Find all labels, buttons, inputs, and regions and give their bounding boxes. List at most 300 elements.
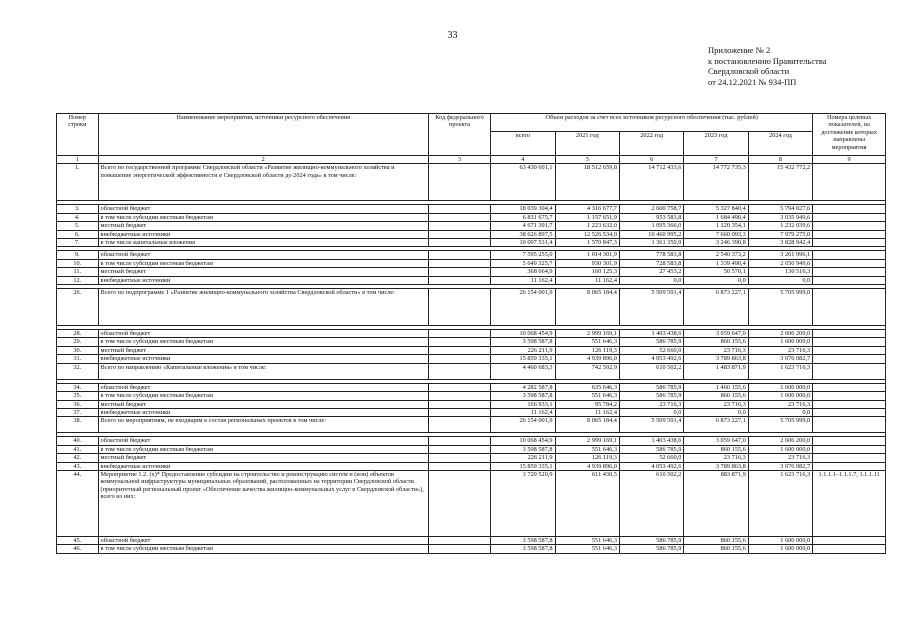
row-2021: 930 301,9	[555, 259, 619, 267]
row-name: местный бюджет	[98, 268, 428, 276]
table-row	[57, 338, 886, 346]
row-2022: 586 785,9	[619, 445, 683, 453]
row-2023: 6 873 227,1	[684, 289, 748, 326]
row-targets	[813, 338, 886, 346]
row-code	[428, 392, 490, 400]
row-targets	[813, 230, 886, 238]
row-2023: 23 716,3	[684, 346, 748, 354]
row-2024: 1 600 000,0	[748, 383, 812, 391]
row-targets	[813, 251, 886, 259]
row-name: в том числе субсидии местным бюджетам	[98, 445, 428, 453]
row-targets	[813, 545, 886, 553]
row-number: 31.	[57, 355, 99, 363]
row-number: 35.	[57, 392, 99, 400]
row-total: 3 598 587,8	[491, 445, 555, 453]
row-targets	[813, 383, 886, 391]
column-number: 5	[555, 156, 619, 164]
row-name: местный бюджет	[98, 346, 428, 354]
column-number: 3	[428, 156, 490, 164]
table-row	[57, 346, 886, 354]
row-targets	[813, 213, 886, 221]
row-2021: 4 316 677,7	[555, 205, 619, 213]
table-row	[57, 408, 886, 416]
table-row	[57, 383, 886, 391]
row-2022: 27 453,2	[619, 268, 683, 276]
row-2023: 1 339 490,4	[684, 259, 748, 267]
row-2024: 2 650 949,6	[748, 259, 812, 267]
column-number: 9	[813, 156, 886, 164]
row-2021: 611 430,5	[555, 470, 619, 536]
table-row	[57, 445, 886, 453]
row-2022: 10 460 995,2	[619, 230, 683, 238]
row-name: в том числе капитальные вложения	[98, 239, 428, 247]
row-total: 10 068 454,9	[491, 330, 555, 338]
row-code	[428, 276, 490, 284]
row-2023: 5 327 840,4	[684, 205, 748, 213]
budget-table	[56, 113, 886, 554]
row-2024: 3 035 949,6	[748, 213, 812, 221]
row-number: 7.	[57, 239, 99, 247]
row-2022: 1 403 438,6	[619, 330, 683, 338]
row-2022: 0,0	[619, 408, 683, 416]
row-2023: 1 483 871,9	[684, 363, 748, 379]
row-2023: 50 570,1	[684, 268, 748, 276]
table-row	[57, 251, 886, 259]
appendix-block	[708, 45, 826, 87]
row-code	[428, 251, 490, 259]
row-2021: 2 999 169,1	[555, 330, 619, 338]
row-total: 4 282 587,8	[491, 383, 555, 391]
row-total: 7 595 255,0	[491, 251, 555, 259]
row-2022: 610 502,2	[619, 470, 683, 536]
row-2021: 4 939 896,0	[555, 355, 619, 363]
row-code	[428, 230, 490, 238]
row-number: 30.	[57, 346, 99, 354]
row-2022: 1 361 350,9	[619, 239, 683, 247]
row-total: 26 154 001,9	[491, 289, 555, 326]
row-2021: 160 125,3	[555, 268, 619, 276]
row-2023: 23 716,3	[684, 400, 748, 408]
row-targets	[813, 222, 886, 230]
row-2023: 23 716,3	[684, 454, 748, 462]
row-name: областной бюджет	[98, 205, 428, 213]
row-2024: 23 716,3	[748, 346, 812, 354]
table-row	[57, 536, 886, 544]
row-total: 6 831 675,7	[491, 213, 555, 221]
row-targets: 1.1.1.1–1.1.1.7, 1.1.1.11	[813, 470, 886, 536]
table-row	[57, 545, 886, 553]
row-name: внебюджетные источники	[98, 408, 428, 416]
appendix-line: Свердловской области	[708, 66, 790, 76]
row-number: 44.	[57, 470, 99, 536]
row-2021: 551 646,3	[555, 392, 619, 400]
row-2023: 1 684 490,4	[684, 213, 748, 221]
row-2022: 52 660,0	[619, 454, 683, 462]
row-2024: 1 600 000,0	[748, 338, 812, 346]
row-2021: 551 646,3	[555, 545, 619, 553]
row-name: Всего по мероприятиям, не входящим в состав региональных проектов в том числе:	[98, 417, 428, 433]
row-2021: 1 223 632,0	[555, 222, 619, 230]
row-2021: 2 999 169,1	[555, 437, 619, 445]
row-targets	[813, 392, 886, 400]
row-2022: 5 509 591,4	[619, 289, 683, 326]
row-targets	[813, 417, 886, 433]
row-name: Всего по государственной программе Свердловской области «Развитие жилищно-коммунального хозяйства и повышение энергетической эффективности в Свердловской области до 2024 года» в том числе:	[98, 164, 428, 201]
table-row	[57, 400, 886, 408]
row-targets	[813, 400, 886, 408]
table-row	[57, 276, 886, 284]
row-total: 4 671 391,7	[491, 222, 555, 230]
column-number-row	[57, 156, 886, 164]
row-name: областной бюджет	[98, 437, 428, 445]
row-2024: 23 716,3	[748, 400, 812, 408]
row-name: в том числе субсидии местным бюджетам	[98, 545, 428, 553]
row-total: 226 211,9	[491, 454, 555, 462]
row-targets	[813, 536, 886, 544]
row-code	[428, 400, 490, 408]
row-number: 42.	[57, 454, 99, 462]
row-2024: 5 705 999,0	[748, 289, 812, 326]
row-name: Всего по направлению «Капитальные вложения» в том числе:	[98, 363, 428, 379]
table-row	[57, 230, 886, 238]
row-name: областной бюджет	[98, 536, 428, 544]
row-total: 11 162,4	[491, 276, 555, 284]
table-row	[57, 289, 886, 326]
row-2023: 7 660 093,3	[684, 230, 748, 238]
row-code	[428, 355, 490, 363]
row-code	[428, 454, 490, 462]
row-number: 43.	[57, 462, 99, 470]
row-total: 226 211,9	[491, 346, 555, 354]
row-2021: 18 512 659,8	[555, 164, 619, 201]
column-number: 7	[684, 156, 748, 164]
row-name: внебюджетные источники	[98, 355, 428, 363]
row-targets	[813, 239, 886, 247]
row-number: 37.	[57, 408, 99, 416]
row-number: 11.	[57, 268, 99, 276]
row-2024: 1 600 000,0	[748, 392, 812, 400]
row-number: 34.	[57, 383, 99, 391]
header-2021: 2021 год	[555, 132, 619, 156]
row-total: 10 007 531,4	[491, 239, 555, 247]
row-2022: 610 502,2	[619, 363, 683, 379]
row-2023: 14 772 735,3	[684, 164, 748, 201]
appendix-line: к постановлению Правительства	[708, 55, 827, 66]
row-targets	[813, 454, 886, 462]
row-targets	[813, 164, 886, 201]
row-2023: 6 873 227,1	[684, 417, 748, 433]
row-2024: 0,0	[748, 408, 812, 416]
row-2021: 1 014 301,9	[555, 251, 619, 259]
row-2023: 0,0	[684, 276, 748, 284]
row-2023: 3 059 647,0	[684, 330, 748, 338]
row-name: местный бюджет	[98, 222, 428, 230]
row-total: 11 162,4	[491, 408, 555, 416]
row-targets	[813, 355, 886, 363]
row-total: 18 039 304,4	[491, 205, 555, 213]
row-total: 15 859 335,1	[491, 355, 555, 363]
row-2021: 551 646,3	[555, 445, 619, 453]
row-name: областной бюджет	[98, 251, 428, 259]
row-total: 3 598 587,8	[491, 392, 555, 400]
row-2024: 7 979 275,0	[748, 230, 812, 238]
column-number: 8	[748, 156, 812, 164]
column-number: 6	[619, 156, 683, 164]
row-2024: 1 623 716,3	[748, 363, 812, 379]
row-2024: 1 600 000,0	[748, 445, 812, 453]
row-total: 166 933,1	[491, 400, 555, 408]
row-total: 3 598 587,8	[491, 338, 555, 346]
row-name: внебюджетные источники	[98, 462, 428, 470]
header-2024: 2024 год	[748, 132, 812, 156]
table-row	[57, 462, 886, 470]
row-code	[428, 164, 490, 201]
row-2022: 1 403 438,6	[619, 437, 683, 445]
row-2024: 23 716,3	[748, 454, 812, 462]
row-2024: 0,0	[748, 276, 812, 284]
row-name: в том числе субсидии местным бюджетам	[98, 259, 428, 267]
table-row	[57, 330, 886, 338]
row-2024: 5 794 027,6	[748, 205, 812, 213]
row-2024: 3 261 996,1	[748, 251, 812, 259]
header-2022: 2022 год	[619, 132, 683, 156]
table-row	[57, 213, 886, 221]
row-code	[428, 205, 490, 213]
table-row	[57, 417, 886, 433]
row-number: 36.	[57, 400, 99, 408]
row-2021: 126 119,3	[555, 346, 619, 354]
row-name: областной бюджет	[98, 383, 428, 391]
row-code	[428, 383, 490, 391]
row-2022: 953 583,8	[619, 213, 683, 221]
row-2021: 1 157 651,9	[555, 213, 619, 221]
row-targets	[813, 289, 886, 326]
row-2023: 860 155,6	[684, 392, 748, 400]
row-number: 9.	[57, 251, 99, 259]
row-name: внебюджетные источники	[98, 276, 428, 284]
row-2021: 95 784,2	[555, 400, 619, 408]
row-2021: 1 570 847,3	[555, 239, 619, 247]
row-2023: 3 246 390,8	[684, 239, 748, 247]
row-name: областной бюджет	[98, 330, 428, 338]
row-total: 5 649 325,7	[491, 259, 555, 267]
row-2022: 0,0	[619, 276, 683, 284]
row-2024: 15 432 772,2	[748, 164, 812, 201]
table-row	[57, 437, 886, 445]
row-2022: 586 785,9	[619, 545, 683, 553]
row-2024: 130 516,3	[748, 268, 812, 276]
table-row	[57, 392, 886, 400]
appendix-line: Приложение № 2	[708, 45, 771, 55]
row-targets	[813, 462, 886, 470]
column-number: 1	[57, 156, 99, 164]
row-code	[428, 259, 490, 267]
column-number: 2	[98, 156, 428, 164]
row-name: в том числе субсидии местным бюджетам	[98, 213, 428, 221]
row-code	[428, 338, 490, 346]
row-code	[428, 268, 490, 276]
row-2023: 3 059 647,0	[684, 437, 748, 445]
row-name: Всего по подпрограмме 1 «Развитие жилищно-коммунального хозяйства Свердловской области» в том числе:	[98, 289, 428, 326]
row-code	[428, 470, 490, 536]
row-2021: 11 162,4	[555, 276, 619, 284]
row-code	[428, 222, 490, 230]
row-total: 26 154 001,9	[491, 417, 555, 433]
row-code	[428, 545, 490, 553]
row-number: 46.	[57, 545, 99, 553]
row-targets	[813, 330, 886, 338]
row-2024: 1 623 716,3	[748, 470, 812, 536]
row-2023: 860 155,6	[684, 536, 748, 544]
header-code: Код федерального проекта	[428, 114, 490, 156]
table-row	[57, 355, 886, 363]
header-total: всего	[491, 132, 555, 156]
row-targets	[813, 437, 886, 445]
row-number: 5.	[57, 222, 99, 230]
row-targets	[813, 445, 886, 453]
row-total: 368 664,9	[491, 268, 555, 276]
row-2022: 4 053 492,6	[619, 355, 683, 363]
table-row	[57, 205, 886, 213]
header-targets: Номера целевых показателей, на достижение которых направлены мероприятия	[813, 114, 886, 156]
row-2024: 5 705 999,0	[748, 417, 812, 433]
table-row	[57, 222, 886, 230]
header-2023: 2023 год	[684, 132, 748, 156]
row-number: 26.	[57, 289, 99, 326]
row-code	[428, 437, 490, 445]
row-2021: 742 592,9	[555, 363, 619, 379]
row-2024: 2 606 200,0	[748, 437, 812, 445]
row-2021: 551 646,3	[555, 338, 619, 346]
row-targets	[813, 268, 886, 276]
row-number: 38.	[57, 417, 99, 433]
appendix-line: от 24.12.2021 № 934-ПП	[708, 76, 797, 87]
row-number: 41.	[57, 445, 99, 453]
row-code	[428, 363, 490, 379]
row-targets	[813, 276, 886, 284]
table-row	[57, 363, 886, 379]
row-total: 4 460 683,3	[491, 363, 555, 379]
header-row-number: Номер строки	[57, 114, 99, 156]
row-name: в том числе субсидии местным бюджетам	[98, 392, 428, 400]
row-total: 3 729 520,9	[491, 470, 555, 536]
row-2023: 3 789 863,8	[684, 462, 748, 470]
row-code	[428, 536, 490, 544]
row-name: местный бюджет	[98, 454, 428, 462]
row-2022: 14 712 433,6	[619, 164, 683, 201]
row-number: 10.	[57, 259, 99, 267]
row-2023: 883 871,9	[684, 470, 748, 536]
row-number: 40.	[57, 437, 99, 445]
row-name: внебюджетные источники	[98, 230, 428, 238]
row-code	[428, 462, 490, 470]
table-row	[57, 259, 886, 267]
row-2023: 1 120 354,1	[684, 222, 748, 230]
row-2022: 2 600 758,7	[619, 205, 683, 213]
row-2022: 4 053 492,6	[619, 462, 683, 470]
row-2022: 23 716,3	[619, 400, 683, 408]
table-row	[57, 239, 886, 247]
column-number: 4	[491, 156, 555, 164]
row-total: 38 626 897,5	[491, 230, 555, 238]
row-2024: 3 828 942,4	[748, 239, 812, 247]
row-2024: 1 600 000,0	[748, 536, 812, 544]
row-2021: 4 939 896,0	[555, 462, 619, 470]
row-code	[428, 330, 490, 338]
row-code	[428, 417, 490, 433]
row-2021: 11 162,4	[555, 408, 619, 416]
row-2021: 8 065 184,4	[555, 417, 619, 433]
row-2021: 126 119,3	[555, 454, 619, 462]
row-number: 4.	[57, 213, 99, 221]
row-2023: 860 155,6	[684, 338, 748, 346]
row-2022: 778 583,8	[619, 251, 683, 259]
row-2022: 586 785,9	[619, 536, 683, 544]
page-number: 33	[447, 30, 458, 41]
row-targets	[813, 205, 886, 213]
row-2023: 1 460 155,6	[684, 383, 748, 391]
row-number: 6.	[57, 230, 99, 238]
row-name: местный бюджет	[98, 400, 428, 408]
table-row	[57, 164, 886, 201]
row-2021: 12 526 534,0	[555, 230, 619, 238]
table-row	[57, 268, 886, 276]
row-code	[428, 289, 490, 326]
row-2023: 860 155,6	[684, 545, 748, 553]
row-number: 1.	[57, 164, 99, 201]
table-row	[57, 470, 886, 536]
row-targets	[813, 346, 886, 354]
row-2024: 2 606 200,0	[748, 330, 812, 338]
row-total: 63 430 601,1	[491, 164, 555, 201]
row-2023: 3 789 863,8	[684, 355, 748, 363]
row-name: в том числе субсидии местным бюджетам	[98, 338, 428, 346]
row-2024: 3 076 082,7	[748, 462, 812, 470]
row-number: 29.	[57, 338, 99, 346]
row-code	[428, 346, 490, 354]
row-number: 28.	[57, 330, 99, 338]
row-total: 10 068 454,9	[491, 437, 555, 445]
row-number: 3.	[57, 205, 99, 213]
row-targets	[813, 363, 886, 379]
row-targets	[813, 408, 886, 416]
row-2021: 8 065 184,4	[555, 289, 619, 326]
row-targets	[813, 259, 886, 267]
row-2022: 1 095 366,0	[619, 222, 683, 230]
row-2021: 551 646,3	[555, 536, 619, 544]
row-total: 15 859 335,1	[491, 462, 555, 470]
row-2023: 0,0	[684, 408, 748, 416]
table-row	[57, 454, 886, 462]
row-2021: 635 646,3	[555, 383, 619, 391]
row-2024: 1 600 000,0	[748, 545, 812, 553]
row-number: 12.	[57, 276, 99, 284]
header-name: Наименование мероприятия, источники ресурсного обеспечения	[98, 114, 428, 156]
row-number: 45.	[57, 536, 99, 544]
row-total: 3 598 587,8	[491, 545, 555, 553]
row-code	[428, 213, 490, 221]
row-code	[428, 408, 490, 416]
row-2022: 586 785,9	[619, 383, 683, 391]
header-volume: Объем расходов за счет всех источников ресурсного обеспечения (тыс. рублей)	[491, 114, 813, 132]
row-number: 32.	[57, 363, 99, 379]
row-2022: 5 509 591,4	[619, 417, 683, 433]
row-code	[428, 239, 490, 247]
row-2022: 586 785,9	[619, 338, 683, 346]
row-2024: 3 076 082,7	[748, 355, 812, 363]
row-name: Мероприятие 1.2. (х)* Предоставление субсидии на строительство и реконструкцию систем и (или) объектов коммунальной инфраструктуры муниципальных образований, расположенных на территории Свердловской области (приоритетный региональный проект «Обеспечение качества жилищно-коммунальных услуг в Свердловской области»), всего из них:	[98, 470, 428, 536]
row-2024: 1 232 039,6	[748, 222, 812, 230]
